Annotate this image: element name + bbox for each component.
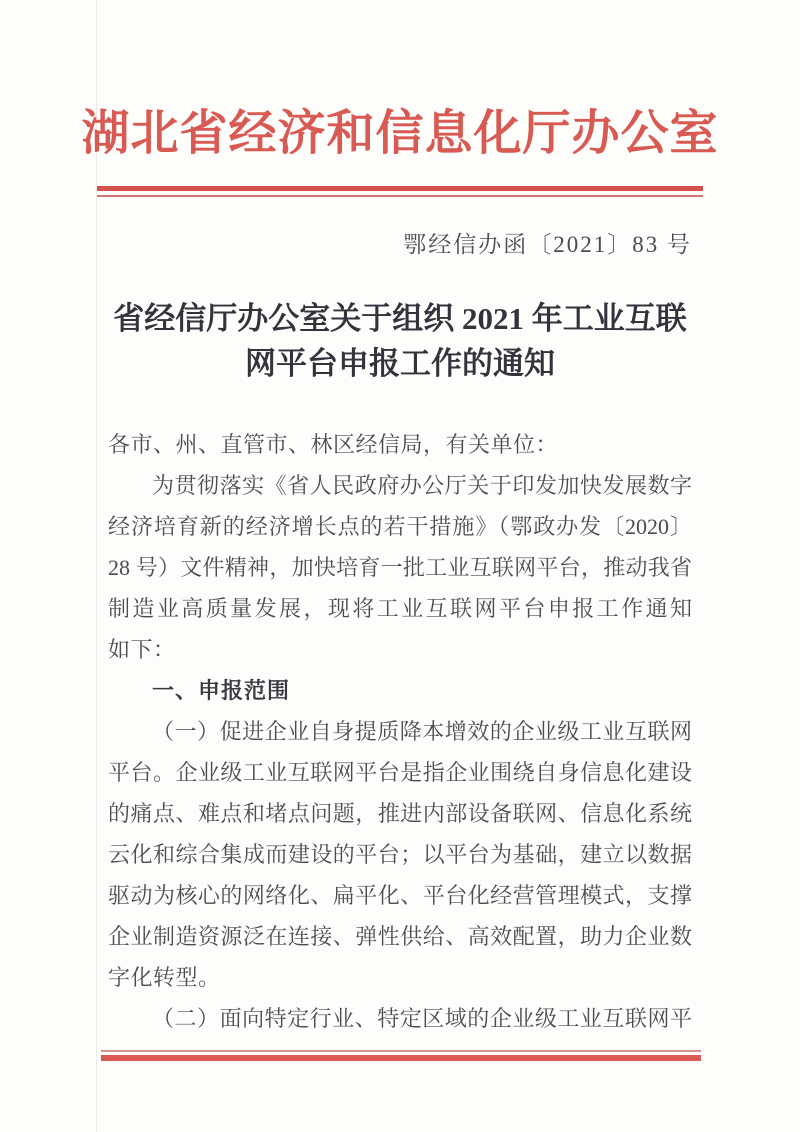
body-line: 字化转型。	[108, 965, 221, 990]
body-line: 平台。企业级工业互联网平台是指企业围绕自身信息化建设	[108, 760, 692, 785]
body-line: 云化和综合集成而建设的平台；以平台为基础，建立以数据	[108, 842, 692, 867]
section-heading: 一、申报范围	[152, 678, 291, 703]
body-line: 经济培育新的经济增长点的若干措施》（鄂政办发〔2020〕	[108, 514, 692, 539]
footer-rule-thin	[101, 1050, 701, 1052]
body-line: 驱动为核心的网络化、扁平化、平台化经营管理模式，支撑	[108, 883, 692, 908]
document-title	[0, 296, 800, 386]
body-line-salutation: 各市、州、直管市、林区经信局，有关单位：	[108, 432, 559, 457]
footer-rule-thick	[101, 1055, 701, 1061]
body-line: （二）面向特定行业、特定区域的企业级工业互联网平	[152, 1006, 692, 1031]
letterhead-rule-thin	[97, 195, 703, 197]
document-title-line1: 省经信厅办公室关于组织 2021 年工业互联	[113, 301, 687, 336]
letterhead-rule-thick	[97, 186, 703, 191]
letterhead-rule	[97, 186, 703, 197]
document-title-line2: 网平台申报工作的通知	[245, 346, 555, 381]
body-line: 为贯彻落实《省人民政府办公厅关于印发加快发展数字	[152, 473, 692, 498]
document-body	[108, 424, 692, 1039]
footer-rule	[101, 1050, 701, 1061]
letterhead-agency-title: 湖北省经济和信息化厅办公室	[81, 107, 719, 160]
body-line: 28 号）文件精神，加快培育一批工业互联网平台，推动我省	[108, 555, 692, 580]
body-line: 的痛点、难点和堵点问题，推进内部设备联网、信息化系统	[108, 801, 692, 826]
body-line: 如下：	[108, 637, 176, 662]
document-number: 鄂经信办函〔2021〕83 号	[403, 232, 692, 257]
body-line: 制造业高质量发展，现将工业互联网平台申报工作通知	[108, 596, 692, 621]
body-line: （一）促进企业自身提质降本增效的企业级工业互联网	[152, 719, 692, 744]
scan-edge-artifact	[96, 0, 97, 1132]
body-line: 企业制造资源泛在连接、弹性供给、高效配置，助力企业数	[108, 924, 692, 949]
